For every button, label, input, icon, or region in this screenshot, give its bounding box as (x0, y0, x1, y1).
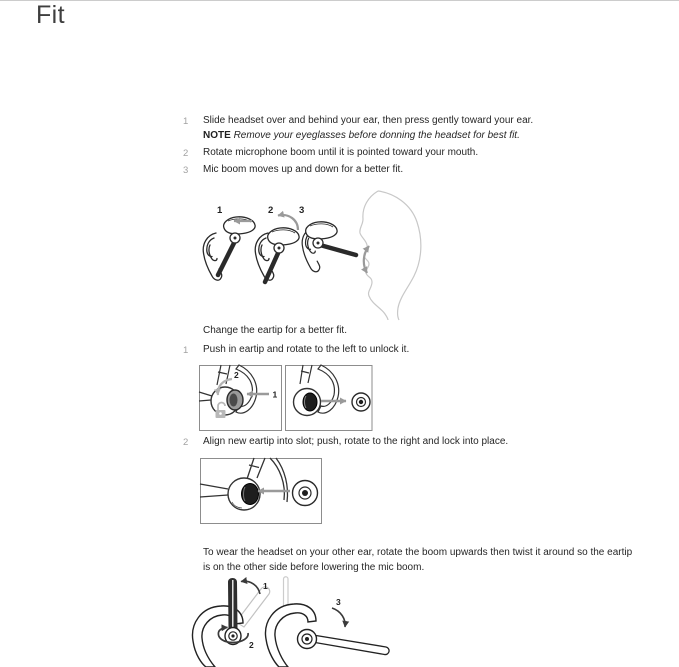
headset-illustration (268, 228, 300, 245)
mic-boom-down (315, 636, 389, 655)
headset-illustration (306, 222, 338, 239)
page-title: Fit (36, 1, 65, 29)
ghost-stem (284, 577, 289, 606)
eartip-center (230, 394, 238, 407)
figure-step-label: 1 (217, 205, 223, 216)
step-number: 2 (183, 148, 189, 159)
pivot-dot (231, 634, 234, 637)
step-text: Mic boom moves up and down for a better fit. (203, 164, 404, 175)
note-text: Remove your eyeglasses before donning the headset for best fit. (233, 130, 520, 141)
top-rule (0, 0, 679, 1)
step-text: Push in eartip and rotate to the left to unlock it. (203, 344, 410, 355)
pivot-dot (234, 237, 237, 240)
loose-eartip (293, 481, 318, 506)
loose-eartip (352, 393, 370, 411)
fit-steps-illustration (195, 195, 440, 320)
figure-step-label: 1 (272, 389, 278, 400)
step-text: Slide headset over and behind your ear, then press gently toward your ear. (203, 115, 534, 126)
switch-ear-illustration (185, 578, 395, 667)
pivot-dot (278, 247, 281, 250)
figure-step-label: 2 (249, 640, 254, 650)
eartip-intro: Change the eartip for a better fit. (203, 325, 347, 336)
figure-step-label: 3 (299, 205, 305, 216)
mic-boom (265, 251, 279, 282)
rotate-up-arrow-icon (241, 581, 260, 594)
eartip-insert-illustration (200, 458, 322, 524)
step-text: Align new eartip into slot; push, rotate to the right and lock into place. (203, 436, 509, 447)
other-ear-text: is on the other side before lowering the mic boom. (203, 562, 425, 573)
pivot-dot (305, 637, 309, 641)
eartip-socket (242, 484, 259, 505)
eartip-unlock-illustration (199, 365, 373, 431)
step-number: 1 (183, 116, 189, 127)
mic-boom (218, 241, 235, 275)
face-profile-outline (360, 191, 421, 320)
mic-boom (320, 245, 356, 255)
pivot-dot (317, 242, 320, 245)
step-number: 1 (183, 345, 189, 356)
note-label: NOTE (203, 130, 231, 141)
step-number: 3 (183, 165, 189, 176)
other-ear-text: To wear the headset on your other ear, rotate the boom upwards then twist it around so the eartip (203, 547, 633, 558)
lower-arrow-icon (332, 608, 345, 627)
figure-step-label: 2 (234, 370, 239, 380)
figure-step-label: 1 (263, 581, 268, 591)
step-number: 2 (183, 437, 189, 448)
figure-step-label: 3 (336, 597, 341, 607)
step-note (203, 129, 520, 143)
headset-illustration (224, 217, 256, 234)
figure-step-label: 2 (268, 205, 274, 216)
eartip-socket (303, 393, 317, 411)
step-text: Rotate microphone boom until it is pointed toward your mouth. (203, 147, 479, 158)
